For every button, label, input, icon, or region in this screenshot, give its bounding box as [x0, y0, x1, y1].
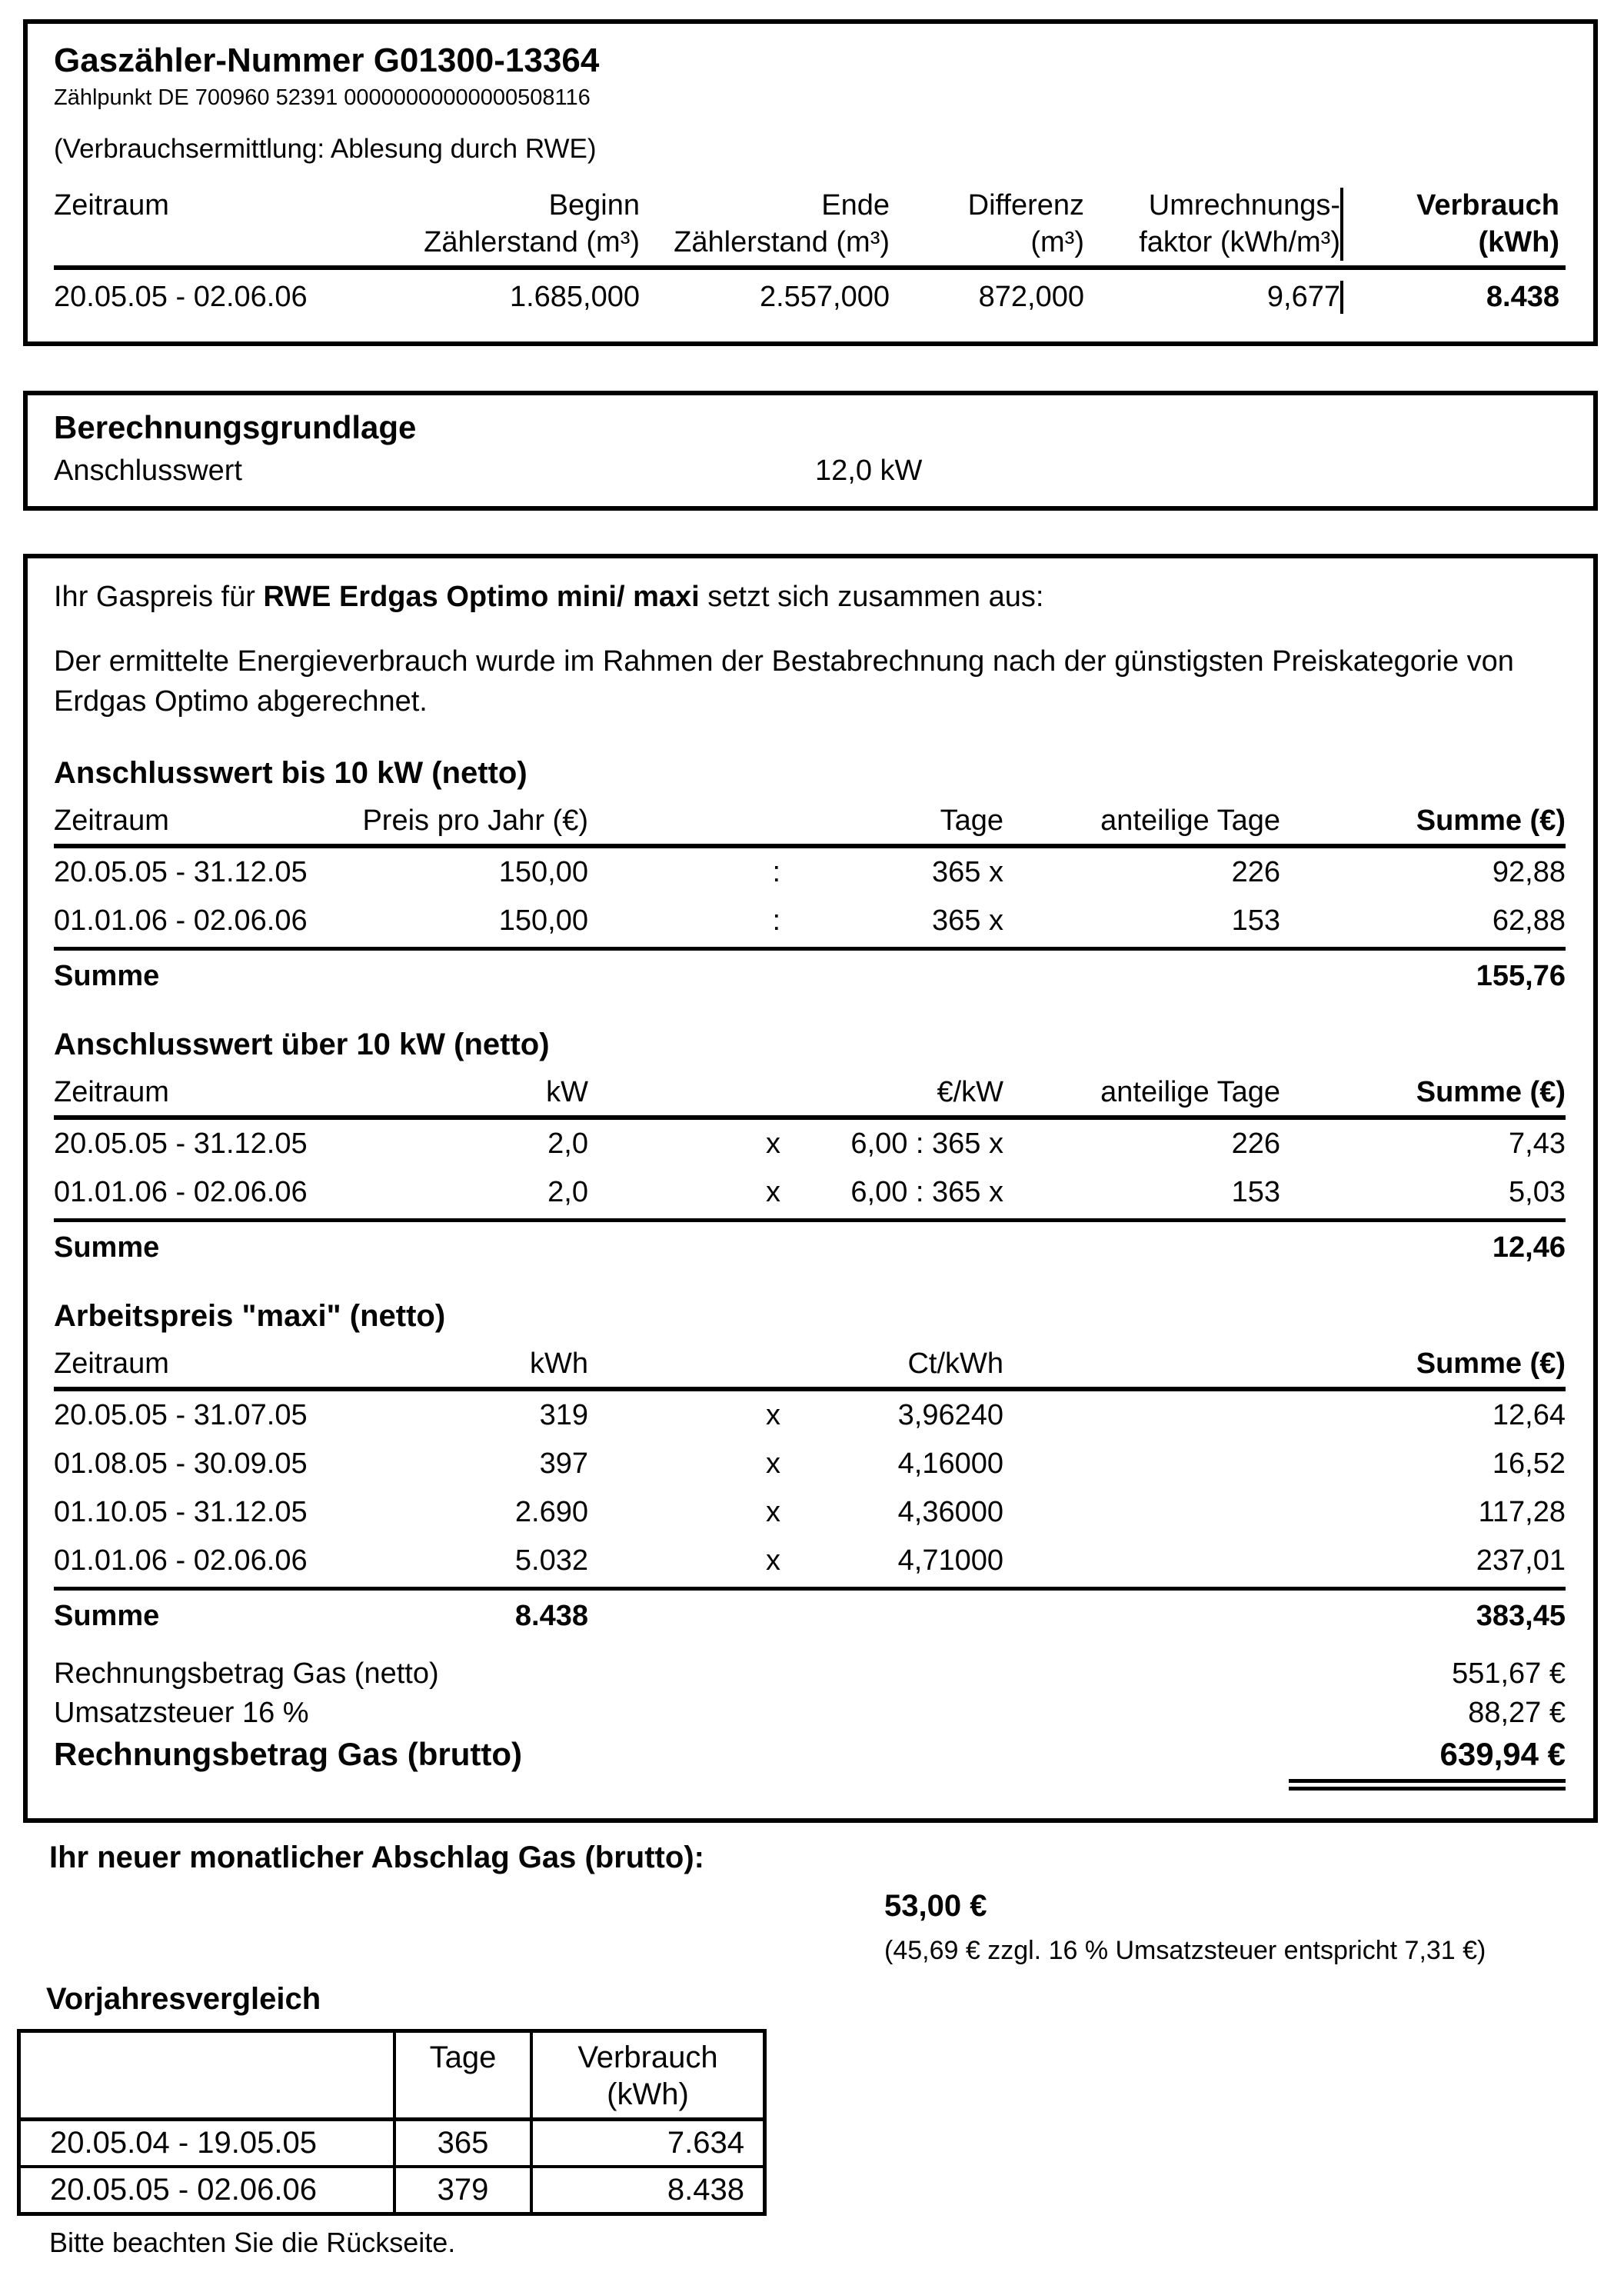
price-breakdown-section — [23, 554, 1598, 1823]
table-ueber10 — [54, 1076, 1566, 1264]
installment-vat-note: (45,69 € zzgl. 16 % Umsatzsteuer entspricht 7,31 €) — [884, 1935, 1486, 1965]
reading-method-note: (Verbrauchsermittlung: Ablesung durch RWE) — [54, 134, 597, 165]
table-row: 01.08.05 - 30.09.05 397 x 4,16000 16,52 — [54, 1447, 1566, 1480]
col-ende: Ende Zählerstand (m³) — [674, 189, 890, 258]
tariff-name: RWE Erdgas Optimo mini/ maxi — [263, 580, 700, 613]
back-page-note: Bitte beachten Sie die Rückseite. — [49, 2226, 456, 2258]
cell-beginn: 1.685,000 — [509, 281, 640, 314]
installment-value: 53,00 € — [884, 1888, 987, 1923]
basis-title: Berechnungsgrundlage — [54, 409, 417, 446]
consumption-table-row — [54, 270, 1566, 321]
table-arbeitspreis-header: Zeitraum kWh Ct/kWh Summe (€) — [54, 1348, 1566, 1391]
table-row: 20.05.04 - 19.05.05 365 7.634 — [21, 2121, 763, 2165]
gross-amount-value: 639,94 € — [1289, 1736, 1566, 1791]
best-billing-paragraph: Der ermittelte Energieverbrauch wurde im Rahmen der Bestabrechnung nach der günstigsten Preiskategorie von Erdgas Optimo abgerechnet. — [54, 645, 1514, 718]
table-row: 20.05.05 - 31.07.05 319 x 3,96240 12,64 — [54, 1398, 1566, 1431]
basis-value: 12,0 kW — [815, 454, 923, 487]
vat-row: Umsatzsteuer 16 % 88,27 € — [54, 1696, 1566, 1729]
table-bis10 — [54, 805, 1566, 993]
meter-point-label: Zählpunkt — [54, 85, 152, 111]
cell-zeitraum: 20.05.05 - 02.06.06 — [54, 281, 308, 314]
meter-point-value: DE 700960 52391 00000000000000508116 — [158, 85, 591, 111]
table-bis10-sum-row: Summe 155,76 — [54, 947, 1566, 993]
table-ueber10-header: Zeitraum kW €/kW anteilige Tage Summe (€) — [54, 1076, 1566, 1120]
installment-label: Ihr neuer monatlicher Abschlag Gas (brutto): — [49, 1840, 704, 1874]
cell-faktor: 9,677 — [1266, 281, 1340, 314]
comparison-table — [17, 2029, 767, 2216]
col-verbrauch: Verbrauch (kWh) — [530, 2033, 763, 2117]
col-tage: Tage — [393, 2033, 530, 2117]
table-row: 20.05.05 - 31.12.05 2,0 x 6,00 : 365 x 226 7,43 — [54, 1127, 1566, 1160]
basis-row — [54, 455, 1566, 488]
meter-title: Gaszähler-Nummer G01300-13364 — [54, 42, 600, 79]
previous-year-comparison — [17, 1981, 1624, 2216]
table-row: 01.01.06 - 02.06.06 150,00 : 365 x 153 62,88 — [54, 904, 1566, 937]
monthly-installment-section — [49, 1840, 1598, 1966]
comparison-title: Vorjahresvergleich — [46, 1981, 321, 2016]
table-arbeitspreis — [54, 1348, 1566, 1633]
col-beginn: Beginn Zählerstand (m³) — [424, 189, 640, 258]
table-bis10-header: Zeitraum Preis pro Jahr (€) Tage anteilige Tage Summe (€) — [54, 805, 1566, 848]
cell-ende: 2.557,000 — [759, 281, 890, 314]
col-umrechnungsfaktor: Umrechnungs- faktor (kWh/m³) — [1139, 189, 1340, 258]
table-row: 01.01.06 - 02.06.06 2,0 x 6,00 : 365 x 153 5,03 — [54, 1175, 1566, 1208]
net-amount-row: Rechnungsbetrag Gas (netto) 551,67 € — [54, 1657, 1566, 1690]
calculation-basis-section — [23, 391, 1598, 510]
table-row: 01.10.05 - 31.12.05 2.690 x 4,36000 117,28 — [54, 1495, 1566, 1528]
cell-verbrauch: 8.438 — [1340, 281, 1566, 314]
meter-section — [23, 19, 1598, 346]
table-ueber10-title: Anschlusswert über 10 kW (netto) — [54, 1027, 550, 1061]
table-arbeitspreis-sum-row: Summe 8.438 383,45 — [54, 1587, 1566, 1633]
table-arbeitspreis-title: Arbeitspreis "maxi" (netto) — [54, 1298, 446, 1333]
meter-point-line — [54, 85, 1566, 111]
col-differenz: Differenz (m³) — [967, 189, 1084, 258]
table-row: 20.05.05 - 02.06.06 379 8.438 — [21, 2165, 763, 2212]
table-ueber10-sum-row: Summe 12,46 — [54, 1218, 1566, 1264]
table-row: 20.05.05 - 31.12.05 150,00 : 365 x 226 92,88 — [54, 855, 1566, 888]
price-intro: Ihr Gaspreis für RWE Erdgas Optimo mini/ maxi setzt sich zusammen aus: — [54, 580, 1044, 613]
table-bis10-title: Anschlusswert bis 10 kW (netto) — [54, 755, 527, 790]
gross-amount-row: Rechnungsbetrag Gas (brutto) 639,94 € — [54, 1736, 1566, 1791]
invoice-totals — [54, 1657, 1566, 1791]
basis-label: Anschlusswert — [54, 454, 242, 487]
comparison-table-header — [21, 2033, 763, 2121]
vat-value: 88,27 € — [1468, 1696, 1566, 1729]
consumption-table-header — [54, 188, 1566, 270]
consumption-table — [54, 188, 1566, 321]
col-zeitraum: Zeitraum — [54, 189, 169, 222]
col-verbrauch: Verbrauch (kWh) — [1340, 188, 1566, 261]
cell-differenz: 872,000 — [978, 281, 1084, 314]
table-row: 01.01.06 - 02.06.06 5.032 x 4,71000 237,01 — [54, 1544, 1566, 1577]
net-amount-value: 551,67 € — [1452, 1657, 1566, 1690]
